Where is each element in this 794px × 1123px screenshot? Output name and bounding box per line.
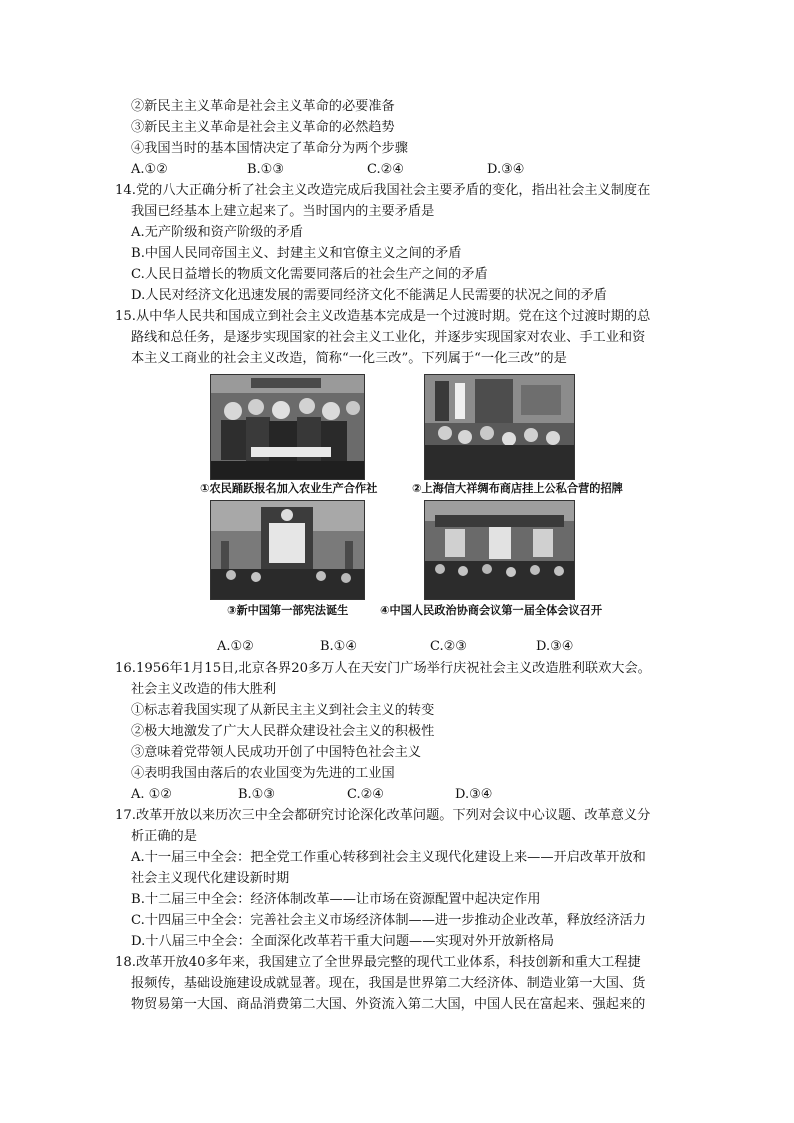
q13-item-4: ④我国当时的基本国情决定了革命分为两个步骤 <box>131 141 408 156</box>
q18-stem-line-3: 物贸易第一大国、商品消费第二大国、外资流入第二大国，中国人民在富起来、强起来的 <box>131 997 646 1012</box>
caption-1: ①农民踊跃报名加入农业生产合作社 <box>200 482 378 495</box>
q17-choice-b[interactable]: B.十二届三中全会：经济体制改革——让市场在资源配置中起决定作用 <box>131 892 541 907</box>
q14-choice-a[interactable]: A.无产阶级和资产阶级的矛盾 <box>131 225 303 240</box>
q16-option-a[interactable]: A. ①② <box>131 787 172 802</box>
q16-item-3: ③意味着党带领人民成功开创了中国特色社会主义 <box>131 745 422 760</box>
q16-option-c[interactable]: C.②④ <box>347 787 384 802</box>
q16-item-4: ④表明我国由落后的农业国变为先进的工业国 <box>131 766 395 781</box>
photo-farmers-cooperative <box>210 374 365 480</box>
caption-3: ③新中国第一部宪法诞生 <box>227 604 349 617</box>
q15-stem-line-3: 本主义工商业的社会主义改造，简称“一化三改”。下列属于“一化三改”的是 <box>131 351 567 366</box>
q14-choice-c[interactable]: C.人民日益增长的物质文化需要同落后的社会生产之间的矛盾 <box>131 267 488 282</box>
q15-option-c[interactable]: C.②③ <box>430 639 467 654</box>
q16-item-1: ①标志着我国实现了从新民主主义到社会主义的转变 <box>131 703 435 718</box>
q18-stem-line-2: 报频传，基础设施建设成就显著。现在，我国是世界第二大经济体、制造业第一大国、货 <box>131 976 646 991</box>
photo-first-constitution <box>210 500 365 600</box>
q14-choice-d[interactable]: D.人民对经济文化迅速发展的需要同经济文化不能满足人民需要的状况之间的矛盾 <box>131 288 607 303</box>
q16-stem-line-2: 社会主义改造的伟大胜利 <box>131 682 277 697</box>
q16-options <box>131 785 551 805</box>
q16-option-d[interactable]: D.③④ <box>455 787 493 802</box>
q13-item-3: ③新民主主义革命是社会主义革命的必然趋势 <box>131 120 395 135</box>
q17-stem-line-1: 17.改革开放以来历次三中全会都研究讨论深化改革问题。下列对会议中心议题、改革意义分 <box>115 808 651 823</box>
caption-4: ④中国人民政治协商会议第一届全体会议召开 <box>380 604 603 617</box>
q13-option-b[interactable]: B.①③ <box>247 162 284 177</box>
q13-item-2: ②新民主主义革命是社会主义革命的必要准备 <box>131 99 395 114</box>
q16-item-2: ②极大地激发了广大人民群众建设社会主义的积极性 <box>131 724 435 739</box>
q14-choice-b[interactable]: B.中国人民同帝国主义、封建主义和官僚主义之间的矛盾 <box>131 246 462 261</box>
q14-stem-line-2: 我国已经基本上建立起来了。当时国内的主要矛盾是 <box>131 204 435 219</box>
photo-cppcc-session <box>424 500 575 600</box>
q13-option-a[interactable]: A.①② <box>131 162 168 177</box>
q18-stem-line-1: 18.改革开放40多年来，我国建立了全世界最完整的现代工业体系，科技创新和重大工程捷 <box>115 955 641 970</box>
q14-stem-line-1: 14.党的八大正确分析了社会主义改造完成后我国社会主要矛盾的变化，指出社会主义制度在 <box>115 183 651 198</box>
q16-stem-line-1: 16.1956年1月15日,北京各界20多万人在天安门广场举行庆祝社会主义改造胜利联欢大会。 <box>115 661 651 676</box>
q13-options <box>131 160 551 180</box>
q13-option-c[interactable]: C.②④ <box>367 162 404 177</box>
q15-option-a[interactable]: A.①② <box>217 639 254 654</box>
q17-stem-line-2: 析正确的是 <box>131 829 197 844</box>
q15-option-d[interactable]: D.③④ <box>536 639 574 654</box>
q15-options <box>217 637 597 657</box>
caption-2: ②上海信大祥绸布商店挂上公私合营的招牌 <box>412 482 623 495</box>
q17-choice-d[interactable]: D.十八届三中全会：全面深化改革若干重大问题——实现对外开放新格局 <box>131 934 555 949</box>
q17-choice-a-cont: 社会主义现代化建设新时期 <box>131 871 290 886</box>
q16-option-b[interactable]: B.①③ <box>238 787 275 802</box>
q15-stem-line-2: 路线和总任务，是逐步实现国家的社会主义工业化，并逐步实现国家对农业、手工业和资 <box>131 330 646 345</box>
q17-choice-c[interactable]: C.十四届三中全会：完善社会主义市场经济体制——进一步推动企业改革，释放经济活力 <box>131 913 646 928</box>
q15-stem-line-1: 15.从中华人民共和国成立到社会主义改造基本完成是一个过渡时期。党在这个过渡时期的总 <box>115 309 651 324</box>
q13-option-d[interactable]: D.③④ <box>487 162 525 177</box>
q15-option-b[interactable]: B.①④ <box>320 639 357 654</box>
q17-choice-a[interactable]: A.十一届三中全会：把全党工作重心转移到社会主义现代化建设上来——开启改革开放和 <box>131 850 646 865</box>
photo-shanghai-store <box>424 374 575 480</box>
